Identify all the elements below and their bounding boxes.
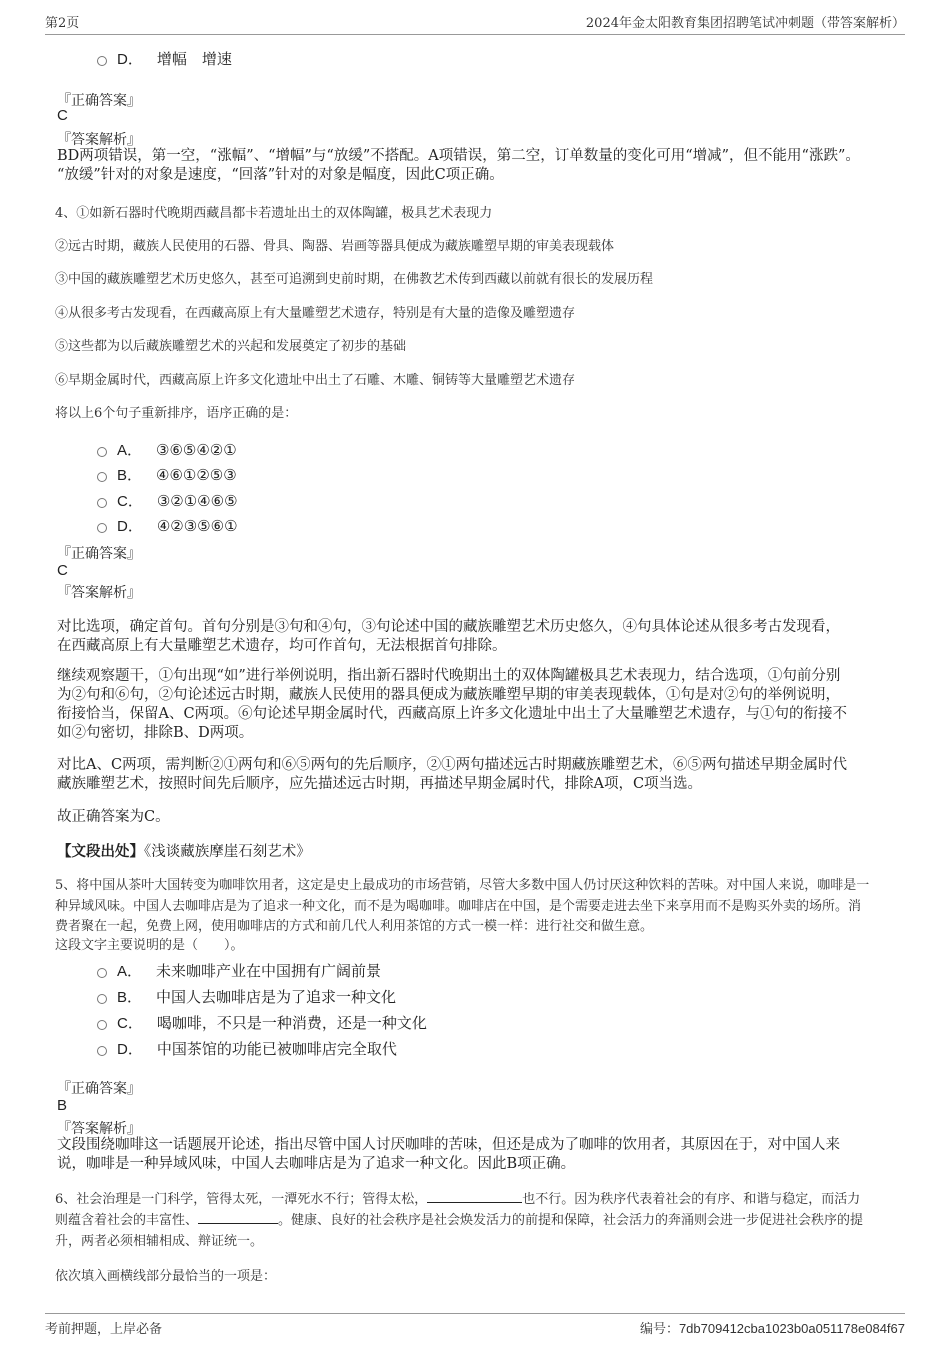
q4-analysis-para-4: 故正确答案为C。 xyxy=(57,809,170,825)
radio-icon[interactable] xyxy=(97,498,107,508)
radio-icon[interactable] xyxy=(97,994,107,1004)
q4-prompt: 将以上6个句子重新排序，语序正确的是： xyxy=(55,406,298,421)
q4-option-a[interactable]: A． ③⑥⑤④②① xyxy=(97,439,237,460)
document-title: 2024年金太阳教育集团招聘笔试冲刺题（带答案解析） xyxy=(585,16,905,31)
source-label: 【文段出处】 xyxy=(57,843,144,860)
q3-option-d[interactable]: D． 增幅 增速 xyxy=(97,48,232,69)
q4-sentence-4: ④从很多考古发现看，在西藏高原上有大量雕塑艺术遗存，特别是有大量的造像及雕塑遗存 xyxy=(55,306,576,321)
radio-icon[interactable] xyxy=(97,472,107,482)
q3-analysis-label: 『答案解析』 xyxy=(57,132,141,148)
source-title: 《浅谈藏族摩崖石刻艺术》 xyxy=(144,844,311,860)
q5-option-d[interactable]: D． 中国茶馆的功能已被咖啡店完全取代 xyxy=(97,1038,397,1059)
q4-option-c[interactable]: C． ③②①④⑥⑤ xyxy=(97,490,238,511)
q6-prompt: 依次填入画横线部分最恰当的一项是： xyxy=(55,1269,277,1284)
q4-answer-label: 『正确答案』 xyxy=(57,546,141,562)
radio-icon[interactable] xyxy=(97,968,107,978)
q6-stem: 6、社会治理是一门科学，管得太死，一潭死水不行；管得太松， 也不行。因为秩序代表着社会的有序、和谐与稳定，而活力 则蕴含着社会的丰富性、 。健康、良好的社会秩序是社会焕发活力的前提和保障，社会活力的奔涌则会进一步促进社会秩序的提 升，两者必须相辅相成、辩证统一。 xyxy=(55,1189,900,1252)
radio-icon[interactable] xyxy=(97,523,107,533)
document-code: 编号：7db709412cba1023b0a051178e084f67 xyxy=(639,1321,905,1337)
footer-slogan: 考前押题，上岸必备 xyxy=(45,1322,163,1337)
q4-option-b[interactable]: B． ④⑥①②⑤③ xyxy=(97,464,237,485)
q5-analysis: 文段围绕咖啡这一话题展开论述，指出尽管中国人讨厌咖啡的苦味，但还是成为了咖啡的饮用者，其原因在于，对中国人来 说，咖啡是一种异域风味，中国人去咖啡店是为了追求一种文化。因此B项正确。 xyxy=(57,1137,840,1172)
q4-analysis-label: 『答案解析』 xyxy=(57,585,141,601)
q3-analysis: BD两项错误，第一空，“涨幅”、“增幅”与“放缓”不搭配。A项错误，第二空，订单数量的变化可用“增减”，但不能用“涨跌”。 “放缓”针对的对象是速度，“回落”针对的对象是幅度，因此C项正确。 xyxy=(57,148,860,183)
page-footer xyxy=(45,1313,905,1340)
q5-analysis-label: 『答案解析』 xyxy=(57,1121,141,1137)
q4-sentence-3: ③中国的藏族雕塑艺术历史悠久，甚至可追溯到史前时期，在佛教艺术传到西藏以前就有很长的发展历程 xyxy=(55,272,654,287)
q4-sentence-1: 4、①如新石器时代晚期西藏昌都卡若遗址出土的双体陶罐，极具艺术表现力 xyxy=(55,206,493,221)
q5-option-c[interactable]: C． 喝咖啡，不只是一种消费，还是一种文化 xyxy=(97,1012,427,1033)
q3-answer-label: 『正确答案』 xyxy=(57,93,141,109)
fill-blank-2[interactable] xyxy=(198,1210,278,1224)
q4-analysis-para-3: 对比A、C两项，需判断②①两句和⑥⑤两句的先后顺序，②①两句描述远古时期藏族雕塑艺术，⑥⑤两句描述早期金属时代 藏族雕塑艺术，按照时间先后顺序，应先描述远古时期，再描述早期金属时代，排除A项，C项当选。 xyxy=(57,757,848,792)
q5-answer: B xyxy=(57,1097,68,1114)
q5-option-a[interactable]: A． 未来咖啡产业在中国拥有广阔前景 xyxy=(97,960,381,981)
radio-icon[interactable] xyxy=(97,1046,107,1056)
q5-option-b[interactable]: B． 中国人去咖啡店是为了追求一种文化 xyxy=(97,986,396,1007)
page-number: 第2页 xyxy=(45,16,80,31)
q4-analysis-para-1: 对比选项，确定首句。首句分别是③句和④句，③句论述中国的藏族雕塑艺术历史悠久，④句具体论述从很多考古发现看， 在西藏高原上有大量雕塑艺术遗存，均可作首句，无法根据首句排除。 xyxy=(57,619,840,654)
q4-answer: C xyxy=(57,562,68,579)
q3-answer: C xyxy=(57,107,68,124)
radio-icon[interactable] xyxy=(97,1020,107,1030)
q5-answer-label: 『正确答案』 xyxy=(57,1081,141,1097)
q4-sentence-2: ②远古时期，藏族人民使用的石器、骨具、陶器、岩画等器具便成为藏族雕塑早期的审美表现载体 xyxy=(55,239,615,254)
q4-option-d[interactable]: D． ④②③⑤⑥① xyxy=(97,515,238,536)
q4-sentence-6: ⑥早期金属时代，西藏高原上许多文化遗址中出土了石雕、木雕、铜铸等大量雕塑艺术遗存 xyxy=(55,373,576,388)
radio-icon[interactable] xyxy=(97,56,107,66)
fill-blank-1[interactable] xyxy=(427,1189,522,1203)
q4-source xyxy=(57,842,897,862)
q4-sentence-5: ⑤这些都为以后藏族雕塑艺术的兴起和发展奠定了初步的基础 xyxy=(55,339,407,354)
radio-icon[interactable] xyxy=(97,447,107,457)
q4-analysis-para-2: 继续观察题干，①句出现“如”进行举例说明，指出新石器时代晚期出土的双体陶罐极具艺术表现力，结合选项，①句前分别 为②句和⑥句，②句论述远古时期，藏族人民使用的器具便成为藏族雕塑早期的审美表现载体，①句是对②句的举例说明， 衔接恰当，保留A、C两项。⑥句论述早期金属时代，西藏高原上许多文化遗址中出土了大量雕塑艺术遗存，与①句的衔接不 如②句密切，排除B、D两项。 xyxy=(57,668,848,741)
q5-stem: 5、将中国从茶叶大国转变为咖啡饮用者，这定是史上最成功的市场营销，尽管大多数中国人仍讨厌这种饮料的苦味。对中国人来说，咖啡是一 种异域风味。中国人去咖啡店是为了追求一种文化，而不是为喝咖啡。咖啡店在中国，是个需要走进去坐下来享用而不是购买外卖的场所。消 费者聚在一起，免费上网，使用咖啡店的方式和前几代人利用茶馆的方式一模一样：进行社交和做生意。 这段文字主要说明的是（ ）。 xyxy=(55,878,870,953)
page-header xyxy=(45,12,905,35)
